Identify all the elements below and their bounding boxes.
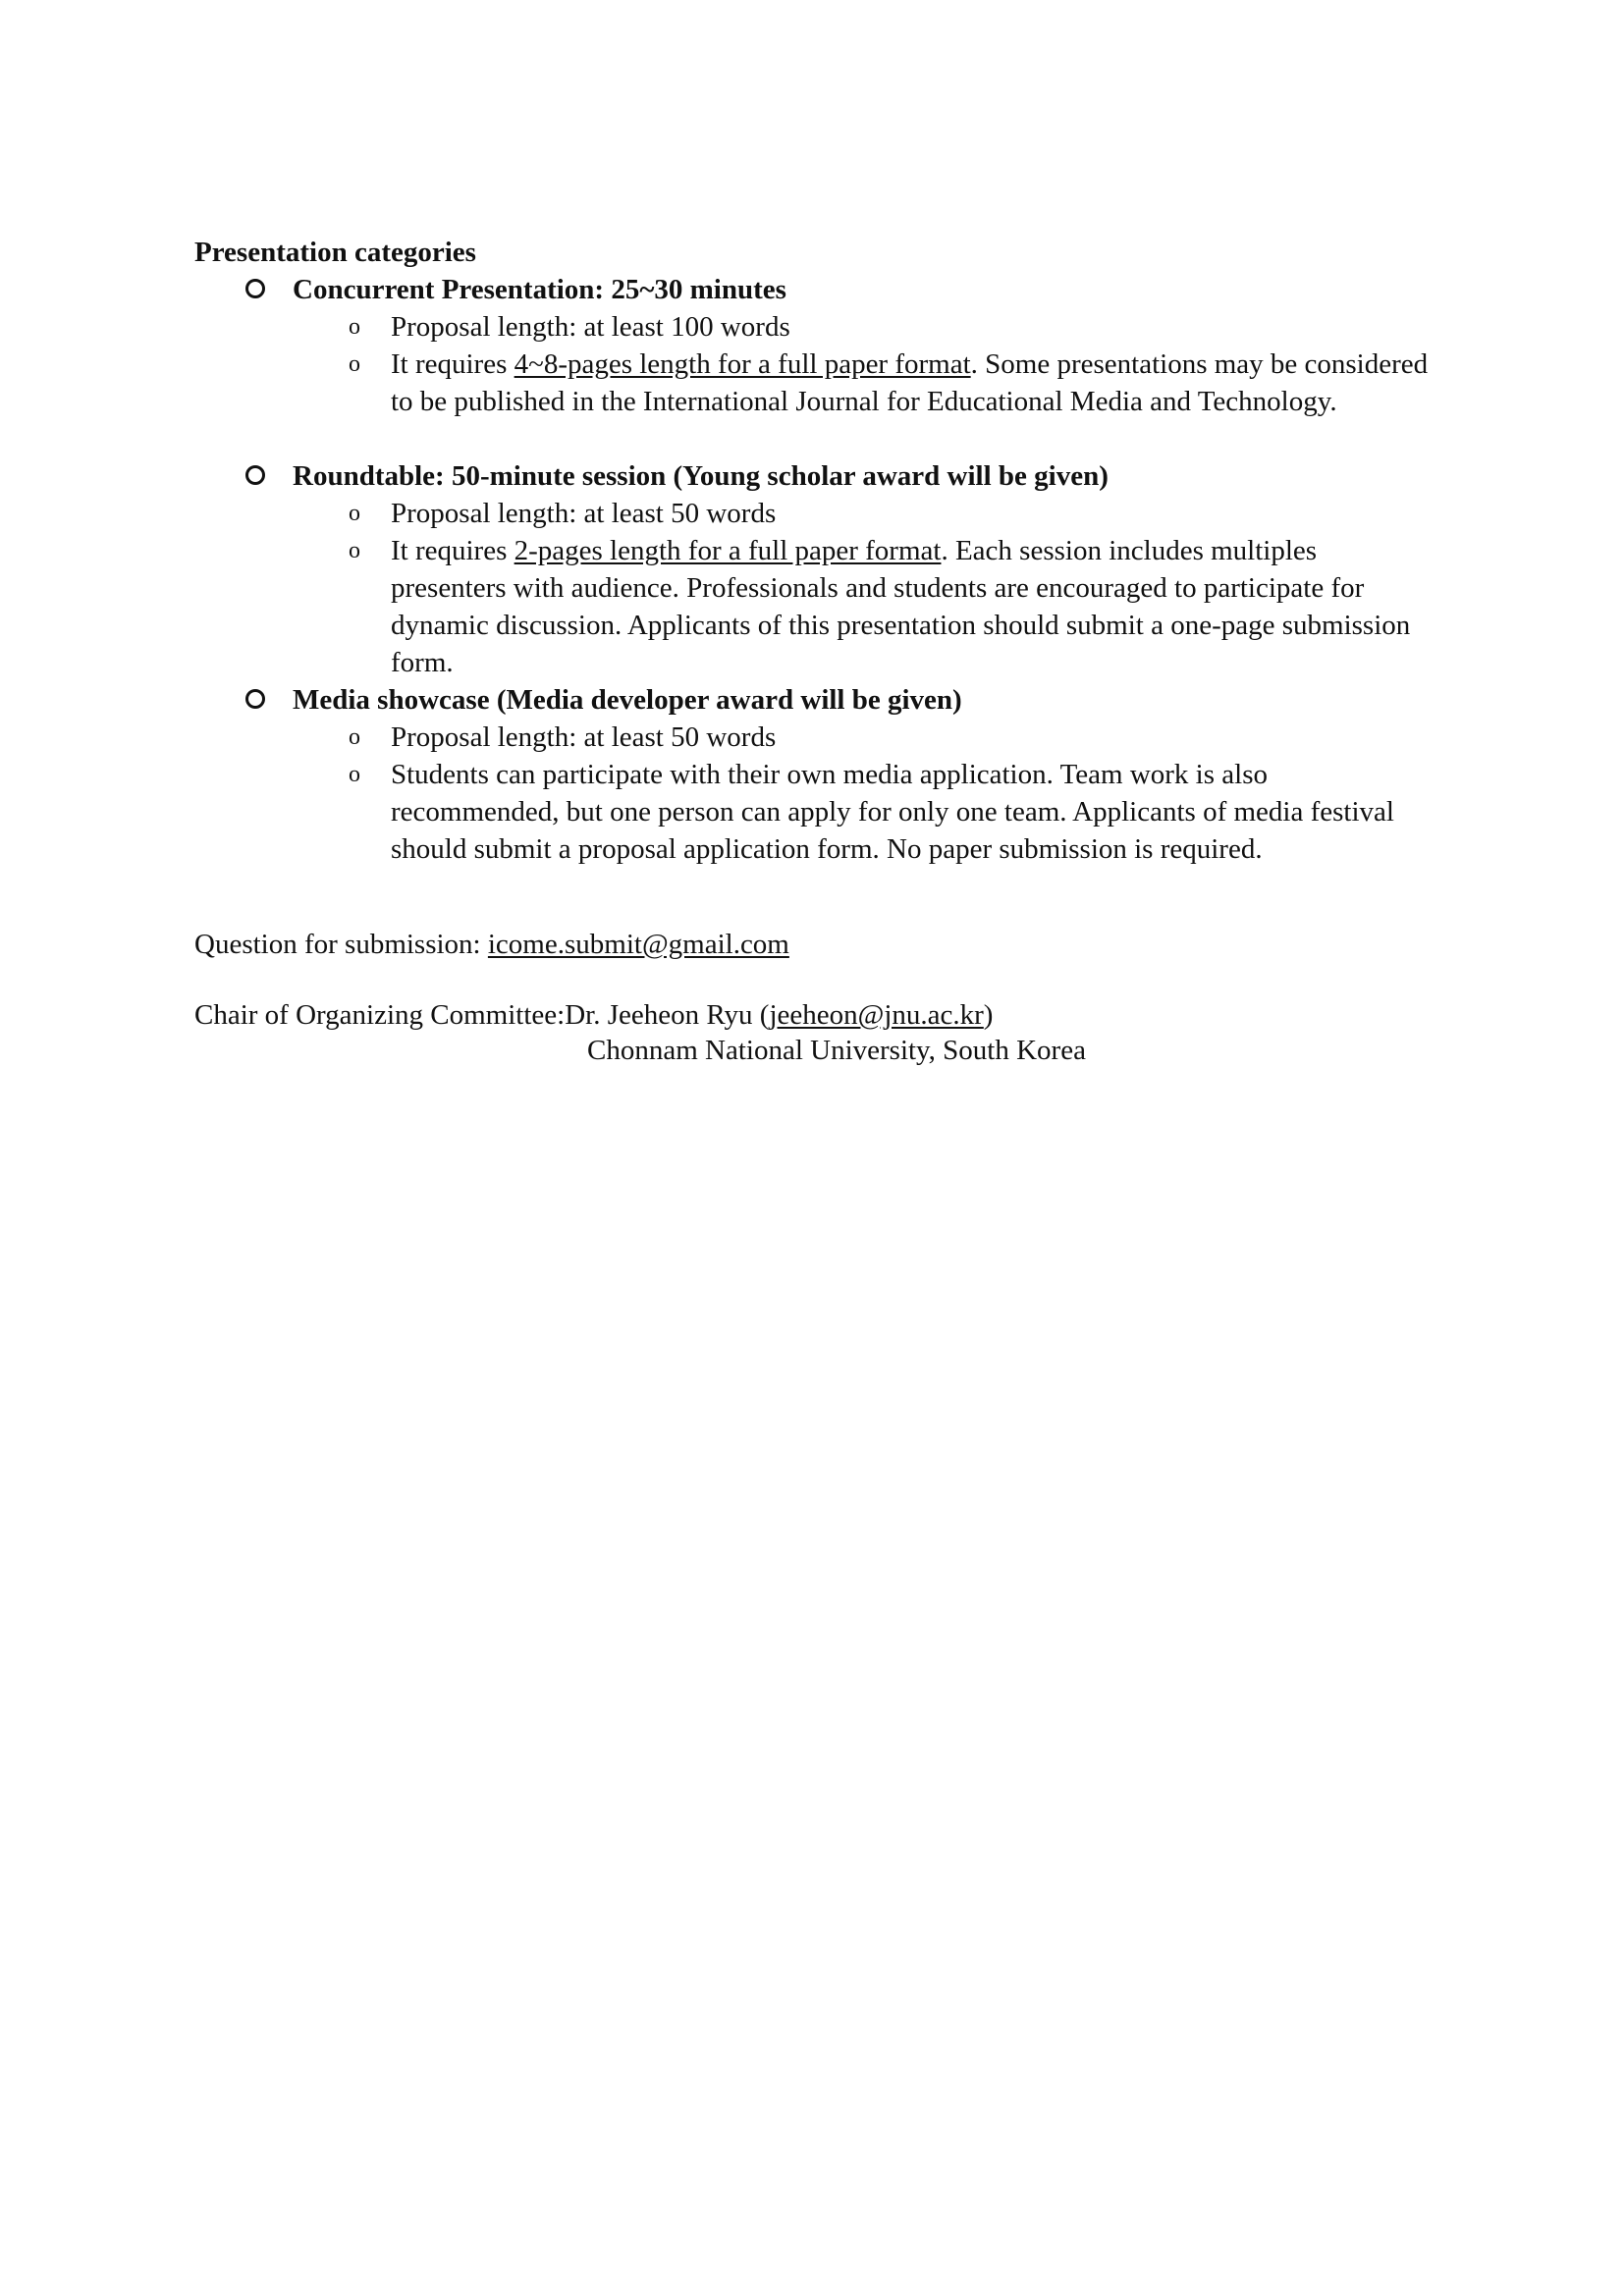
item-text-post: . Some presentations may be considered to be published in the International Journal for Educational Media and Technology. — [391, 348, 1429, 417]
section-title: Concurrent Presentation: 25~30 minutes — [293, 274, 786, 305]
section-title: Media showcase (Media developer award will be given) — [293, 684, 962, 716]
submission-email-link[interactable]: icome.submit@gmail.com — [487, 929, 789, 960]
small-circle-bullet-icon: o — [349, 724, 360, 750]
underlined-requirement: 4~8-pages length for a full paper format — [514, 348, 971, 380]
small-circle-bullet-icon: o — [349, 501, 360, 526]
list-item — [391, 532, 1432, 681]
section-title: Roundtable: 50-minute session (Young scholar award will be given) — [293, 460, 1109, 492]
chair-email-link[interactable]: jeeheon@jnu.ac.kr — [769, 999, 984, 1031]
list-item — [391, 346, 1432, 420]
circle-bullet-icon — [245, 689, 265, 709]
circle-bullet-icon — [245, 279, 265, 298]
circle-bullet-icon — [245, 465, 265, 485]
chair-close-paren: ) — [983, 999, 994, 1031]
small-circle-bullet-icon: o — [349, 538, 360, 563]
submission-question-line — [194, 926, 789, 963]
small-circle-bullet-icon: o — [349, 314, 360, 340]
list-item: Proposal length: at least 50 words — [391, 721, 777, 753]
item-text-pre: It requires — [391, 535, 514, 566]
chair-line — [194, 996, 993, 1034]
chair-label: Chair of Organizing Committee: — [194, 999, 566, 1031]
page-heading: Presentation categories — [194, 237, 476, 268]
chair-name: Dr. Jeeheon Ryu ( — [565, 999, 770, 1031]
list-item: Proposal length: at least 100 words — [391, 311, 790, 343]
underlined-requirement: 2-pages length for a full paper format — [514, 535, 942, 566]
list-item: Proposal length: at least 50 words — [391, 498, 777, 529]
list-item: Students can participate with their own media application. Team work is also recommended, but one person can apply for only one team. Applicants of media festival should submit a proposal application form. No paper submission is required. — [391, 759, 1394, 865]
item-text-post: . Each session includes multiples presenters with audience. Professionals and students are encouraged to participate for dynamic discussion. Applicants of this presentation should submit a one-page submission form. — [391, 535, 1411, 678]
small-circle-bullet-icon: o — [349, 351, 360, 377]
item-text-pre: It requires — [391, 348, 514, 380]
small-circle-bullet-icon: o — [349, 762, 360, 787]
chair-affiliation: Chonnam National University, South Korea — [587, 1035, 1086, 1066]
question-label: Question for submission: — [194, 929, 488, 960]
